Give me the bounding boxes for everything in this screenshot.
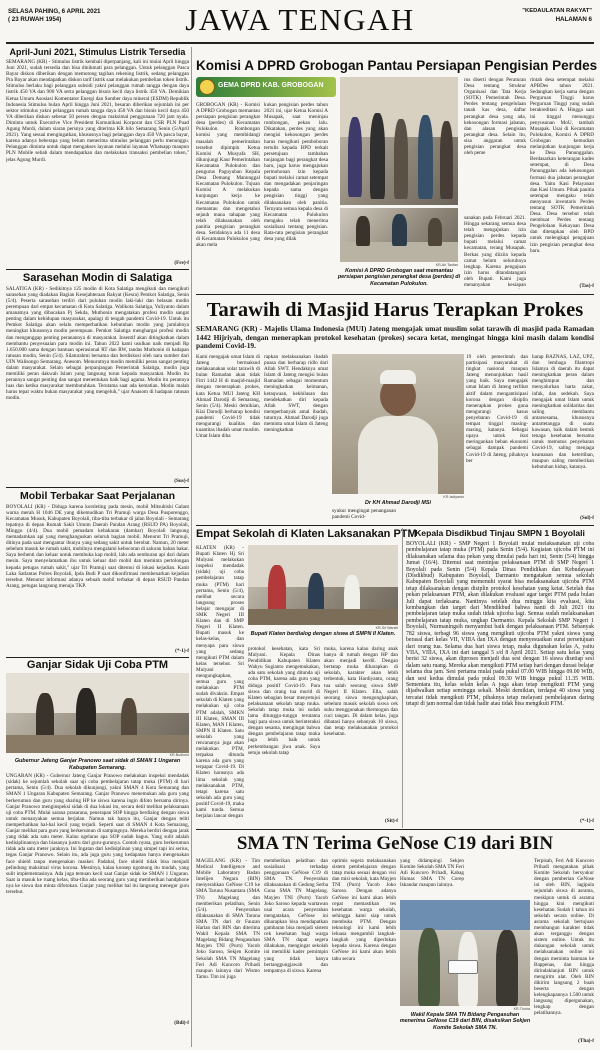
komisi-a-photo-2 (340, 208, 458, 262)
page-number: HALAMAN 6 (555, 16, 592, 23)
story-column-1: GROBOGAN (KR) - Komisi A DPRD Grobogan memantau persiapan pengisian perangkat desa (perdes) di Kecamatan Pulokulon. Rombongan komisi yang membidangi masalah pemerintahan tersebut dipimpin Ketua Komisi A Musyafa SH, dikunjungi Kaur Pemerintahan Kecamatan Pulokulon dan pengurus Paguyuban Kepala Desa Demang Manunggal Kecamatan Pulokulon. Tujuan Komisi A melakukan kunjungan kerja ke Kecamatan Pulokulon untuk memantau dan mengetahui sejauh mana tahapan yang telah dilaksanakan oleh panitia pengisian perangkat desa. Setidaknya ada 11 desa di Kecamatan Pulokulon yang akan mela (196, 102, 260, 249)
article-sign: (Sus)-f (174, 477, 189, 484)
story-column-2: kukan pengisian perdes tahun 2021 ini, ujar Ketua Komisi A Musapak, saat meninjau rombongan, pekan lalu. Dikatakan, perdes yang akan mengisi kekosongan perdes harus mengikuti pemboboran tertulis kepada BPD terkait persetujuan tambahan tunjangan bagi perangkat desa baru, juga harus mengajukan permohonan izin kepada bupati melalui camat setempat dan mengadakan penjaringan kepada sama dengan pengisian tinggi yang dilaksanakan oleh panitia. Ternyata semua kepala desa di Kecamatan Pulokulon mengaku telah menerima sosialisasi tentang pengisian. Rata-rata pengisian perangkat desa yang dilak (264, 102, 328, 243)
sma-tn-column-1: MAGELANG (KR) - Tim Medical Intelligence and Mobile Laboratory Badan Intelijen Negara (BIN) menyerahkan GeNose C19 ke SMA Taruna Nusantara (SMA TN) Magelang dan memberikan pelatihan, Senin (5/4). Penyerahan dilaksanakan di SMA Taruna SMA TN dari dr Fauzan Harlan dari BIN dan diterima Wakil Kepala SMA TN Magelang Bidang Pengasuhan Mayjen TNI (Purn) Yacob Joko Saroso, Sekjen Komite Sekolah SMA TN Magelang Feri Adi Kuncoro Prihadi maupun lainnya dari Wismo Tamu. Tim ini juga (196, 858, 260, 980)
photo-caption: Bupati Klaten berdialog dengan siswa di SMPN II Klaten. (250, 631, 396, 637)
article-body: SEMARANG (KR) - Stimulus listrik kembali diperpanjang, kali ini mulai April hingga Juni 2021, sudah tersedia dan bisa dinikmati para pelanggan. Untuk pelanggan Pasca Bayar diskon diberikan dengan memotong tagihan rekening listrik, sedang pelanggan Pra Bayar akan mendapatkan diskon tarif listrik saat melakukan pembelian token listrik. Stimulus berlaku bagi pelanggan subsidi yakni pelanggan rumah tangga dengan daya listrik 450 VA dan 900 VA serta pelanggan bisnis kecil daya listrik 450 VA. Demikian Ketua Umum Asosiasi Komentator Energi dan Sumber daya mineral (ESDM) Republik Indonesia Stimulus bulan April hingga Juni 2021, besaran diberikan sejumlah ini per sektor stimulus yakni pelanggan rumah tangga daya 450 VA dan bisnis kecil daya 450 VA diberikan diskon sebesar 50 persen dengan maksimal penggunaan 720 jam nyala. Diminta untuk Executive Vice President Komunikasi Korporat dan CSR PLN Puad Agung Murdi, dalam siaran persnya yang diterima KR bilo Semarang Senin (5/April 2021). Yang sesuai mengingatkan, khususnya bagi pelanggan daya 450 VA pasca bayar, karena adanya beberapa yang belum menerima stimulus pelanggan perlu menunggu. Pelanggan diminta untuk dapat mengakses layanan melalui layanan Whatsapp maupun PLN Mobile sebab dalam mendapatkan dan melakukan transaksi pembelian token," jelas Agung Murdi. (6, 59, 189, 163)
divider (196, 294, 594, 295)
tarawih-column-3: syukur mengingat penanganan pandemi Covid- (332, 508, 396, 521)
masthead-title: JAWA TENGAH (185, 2, 415, 37)
figure (496, 930, 518, 1006)
photo-caption: Wakil Kepala SMA TN Bidang Pengasuhan menerima GeNose C19 dari BIN, disaksikan Sekjen Komite Sekolah SMA TN. (399, 1012, 531, 1031)
genose-device (448, 960, 478, 974)
figure (392, 214, 407, 246)
banner-text: GEMA DPRD KAB. GROBOGAN (218, 82, 324, 89)
portrait-body (358, 416, 438, 494)
tarawih-column-2: rapkan melaksanakan ibadah puasa dan berharap ridlo dari Allah SWT. Hendaknya umat Islam di Jateng mengisi bulan Ramadan sebagai momentum meningkatkan keimanan, ketaqwaan, kekhilasan dan mendekatkan diri kepada Allah SWT, dengan memperbanyak amal ibadah, tuturnya. Ahmad Darodji juga meminta umat Islam di Jateng meningkatkan (264, 354, 328, 434)
article-title: April-Juni 2021, Stimulus Listrik Tersedia (9, 47, 186, 57)
story-column-3-text: sanakan pada Februari 2021. Hingga sekarang semua desa telah mengajukan izin pengisian perdes kepada bupati melalui camat kecamatan, terang Musapak. Berkas yang diiziin kepada camat belum seluruhnya lengkap. Karena pengajuan izin harus ditandatangani oleh Bupati. Kami juga menanyakan kesiapan (464, 215, 526, 289)
sma-tn-title: SMA TN Terima GeNose C19 dari BIN (236, 833, 554, 854)
figure (370, 113, 385, 199)
boyolali-title: Kepala Disdikbud Tinjau SMPN 1 Boyolali (415, 528, 585, 538)
classroom-wall (6, 673, 189, 713)
column-rule (191, 47, 192, 1047)
article-sign: (Tha)-f (578, 1038, 594, 1044)
genose-photo (400, 900, 530, 1006)
komisi-a-photo (340, 77, 458, 205)
article-title: Mobil Terbakar Saat Perjalanan (19, 489, 176, 502)
article-sign: (Sit)-f (385, 818, 398, 824)
ganjar-sidak-photo (6, 673, 189, 753)
tarawih-column-4: 19 oleh pemerintah dan partisipasi masyarakat di tingkat nasional maupun Jateng menunjukkan hasil yang baik. Saya mengajak umat Islam di Jateng terlibat aktif dalam mengantisipasi korona dengan disiplin menerapkan prokes guna mengurangi kasus penyebaran Covid-19 di tempat tinggal masing-masing, katanya. Sebagai upaya untuk ikut meringankan beban ekonomi sebagai dampak pandemi Covid-19 di Jateng, pihaknya ber (466, 354, 528, 464)
article-title: Ganjar Sidak Uji Coba PTM (26, 659, 169, 672)
photo-credit: KR-Ari Taufan (435, 263, 458, 267)
divider (6, 269, 189, 270)
article-body: UNGARAN (KR) - Gubernur Jateng Ganjar Pranowo melakukan inspeksi mendadak (sidak) ke sejumlah sekolah saat uji coba pembelajaran tatap muka (PTM) di hari pertama, Senin (5/4). Dua sekolah dikunjungi, yakni SMAN 4 Kota Semarang dan SMAN 1 Ungaran Kabupaten Semarang. Ganjar Pranowo menemukan ada guru yang berkerumun dan guru yang sharing HP ke siswa karena ingin difoto bersama dirinya. Ganjar Pranowo menginspeksi sidak di dua lokasi itu, secara detil melihat pelaksanaan uji coba PTM. Mulai sarana prasarana, penerapan SOP hingga berdialog dengan siswa untuk menanyakan semua berjalan. Namun tak hanya itu, Ganjar dengan teliti memperhatikan hal-hal kecil yang terjadi. Seperti saat di SMAN 4 Kota Semarang, Ganjar melihat para guru yang berkerumun di sampingnya. Mereka berdiri dengan jarak yang tidak ada satu meter. Kalau ngelaras apa SOP sudah bagus. Yang sulit adalah kedisiplinannya dan biasanya justru dari guru-gurunya. Contoh nyata, guru berkerumun tidak ada satu meter jaraknya. Ini Ingatan dari kedisiplinan yang simpel tapi ini serius, tegas Ganjar Pranowo. Selain itu, ada juga guru yang kedapatan hanya mengenakan face shield tanpa mengenakan masker. Padahal, face shield tidak bisa menjadi pelindung maksimal virus korona. Mestinya, kalau konsep ngomong itu mudah, yang sulit implementasinya. Ada juga temuan kecil saat Ganjar sidak ke SMAN 1 Ungaran. Saat ia masuk ke ruang kelas, tiba-tiba ada seorang guru yang memberikan handphone nya ke siswa dan minta difotokan. Ganjar yang melihat hal itu langsung menegur guru tersebut. (6, 773, 189, 895)
photo-credit: KR-Budiono (169, 753, 189, 758)
klaten-title: Empat Sekolah di Klaten Laksanakan PTM (196, 528, 417, 540)
gema-dprd-banner (196, 77, 336, 97)
sma-tn-column-4: yang didampingi Sekjen Komite Sekolah SMA TN Feri Adi Kuncoro Prihadi, Kabag Humas SMA TN Corep Iskandar maupun lainnya. (400, 858, 464, 889)
top-story-title: Komisi A DPRD Grobogan Pantau Persiapan Pengisian Perdes (196, 58, 598, 73)
desk (248, 609, 398, 625)
article-sign: (*-1)-f (175, 647, 189, 654)
dprd-emblem-icon (199, 79, 215, 95)
hijri-line: ( 23 RUWAH 1954) (8, 16, 62, 23)
sma-tn-column-2: memberikan pelatihan dan sosialisasi terhadap penggunaan GeNose C19 di SMA TN. Penyerahan dilaksanakan di Gedung Serba Guna SMA TN Magelang. Mayjen TNI (Purn) Yacob Joko Saroso kepada wartawan usai acara penyerahan mengatakan, GeNose ini diharapkan bisa mendapatkan gambaran bisa menjadi sistem cek kesehatan bagi warga SMA TN dapat segera dilakukan, mengingat sekolah ini memiliki kader pemimpin yang tidak hanya bertanggungjawab dan tempatnya di siswa. Karena (264, 858, 328, 974)
column-rule (402, 528, 403, 828)
photo-caption: Dr KH Ahmad Darodji MSi (365, 500, 431, 506)
story-column-4: rus diserti dengan Peraturan Desa tentang Struktur Organisasi dan Tata Kerja (SOTK) Pemerintah Desa. Perdes tentang pengelolaan tanah kas desa, daftar perangkat desa yang ada, kekosongan formasi jabatan, dan alasan pengisian perangkat desa. Selain itu, sisa anggaran untuk pengisian perangkat desa oleh peme (464, 77, 526, 157)
divider (196, 829, 594, 830)
photo-caption: Gubernur Jateng Ganjar Pranowo saat sidak di SMAN 1 Ungaran Kabupaten Semarang. (14, 758, 181, 771)
tarawih-column-1: Kami mengajak umat Islam di Jateng bermaksud melaksanakan solat tarawih di bulan Ramadan akan tidak Fitri 1442 H di masjid-masjid dengan menerapkan prokes, kata Ketua MUI Jateng KH Ahmad Darodji di Semarang, Senin (5/4). Meski demikian, Kiai Darodji berharap kondisi pandemi Covid-19 tidak mengurangi kualitas dan kuantitas ibadah umat muslim. Umat Islam diha (196, 354, 260, 440)
figure (418, 115, 433, 199)
desk (6, 735, 189, 753)
klaten-photo (248, 545, 398, 625)
klaten-column-1: KLATEN (KR) - Bupati Klaten Hj Sri Mulyani melakukan inspeksi mendadak (sidak) uji coba pembelajaran tatap muka (PTM) hari pertama, Senin (5/4), melihat secara langsung proses belajar mengajar di SMK Negeri III Klaten dan di SMP Negeri II Klaten. Bupati masuk ke kelas-kelas, dan menyapa para siswa yang sedang mengikuti PTM dalam kelas tersebut. Sri Mulyani mengungkapkan, semua guru yang melakukan PTM sudah divaksin. Empat sekolah di Klaten yang melakukan uji coba PTM adalah, SMKN III Klaten, SMAN III Klaten, MAN I Klaten, SMPN II Klaten. Satu sekolah yang rencananya juga akan melakukan PTM, terpaksa ditunda karena ada guru yang terpapar Covid-19. Di Klaten harusnya ada lima sekolah yang melaksanakan PTM, tetapi karena satu sekolah ada guru yang positif Covid-19, maka kami tunda. Semua berjalan lancar dengan (196, 545, 244, 820)
tarawih-column-5: harap BAZNAS, LAZ, UPZ, dan lembaga filantropi Islamya di daerah itu dapat meningkatkan peran dalam menghimpun dan menyalurkan harta zakat, infak, dan sedekah. Saya mengajak umat Islam untuk meningkatkan solidaritas dan saling membantu antarsesama, khususnya antartetangga di suatu kawasan, baik dalam bentuk tenaga kesehatan bersama untuk memutus penyebaran Covid-19, saling menjaga keamanan dan ketertiban, maupun saling memberikan kebutuhan hidup, katanya. (532, 354, 594, 470)
photo-credit: KR-Sri Warsiti (375, 626, 398, 630)
article-sign: (Bdi)-f (174, 1020, 189, 1027)
klaten-column-2: protokol kesehatan, kata Sri Mulyani. Kepala Dinas Pendidikan Kabupaten Klaten Wahyu Sugianto mengemukakan, ada satu sekolah yang ditunda uji coba PTM, karena ada guru yang diduga positif Covid-19. Para siswa dan orang tua murid di Klaten sebagian besar menyetujui pelaksanaan sekolah tatap muka. Sekolah tatap muka ini sudah lama ditunggu-tunggu terutama bagi para siswa untuk berinteraksi dengan sesama, mengingat bahwa dengan pembelajaran tatap muka juga lebih baik untuk perkembangan jiwa anak. Saya setuju sekolah tatap (248, 646, 320, 756)
figure (428, 218, 442, 246)
article-title: Sarasehan Modin di Salatiga (22, 271, 173, 284)
masthead-rule (6, 42, 594, 44)
figure (418, 928, 440, 1006)
portrait-cap (380, 370, 416, 384)
article-sign: (Sol)-f (580, 515, 594, 521)
masthead-motto: "KEDAULATAN RAKYAT" (522, 8, 592, 14)
article-sign: (*-1)-f (580, 818, 594, 824)
story-column-5: rintah desa setempat melalui APBDes tahun 2021. Sedangkan kerja sama dengan Perguruan Tinggi harus Perguruan Tinggi yang sudah berakreditasi A. Hingga saat ini tinggal menunggu penyusunan MoU, tambah Musapak. Usai di Kecamatan Pulokulon, Komisi A DPRD Grobogan kemudian melanjutkan kunjungan kerja ke Desa Panunggalan. Berdasarkan keterangan kades setempat, di Desa Panunggalan ada kekosongan formasi dua jabatan perangkat desa. Yaitu Kasi Pelayanan dan Kasi Umum. Pihak panitia setempat mengaku telah menyusun inventaris Perdes tentang SOTK Pemerintah Desa. Desa tersebut telah membuat Perdes tentang Pengelolaan Kekayaan Desa dan ditetapkan oleh BPD untuk melengkapi pengajuan izin pengisian perangkat desa baru. (530, 77, 594, 254)
article-sign: (Tas)-f (579, 283, 594, 289)
darodji-photo (332, 354, 464, 494)
left-column (6, 47, 189, 1047)
figure (394, 119, 408, 199)
photo-credit: KR-Thoha (513, 1007, 530, 1011)
photo-credit: KR-Isdiyanto (443, 495, 464, 499)
photo-caption: Komisi A DPRD Grobogan saat memantau persiapan pengisian perangkat desa (perdes) di Kecamatan Pulokulon. (337, 268, 461, 287)
figure (348, 117, 362, 197)
article-sign: (Fre)-f (174, 260, 189, 266)
klaten-column-3: muka, karena kalau daring anak hanya di rumah dengan HP dan akan menjadi kerdil. Dengan bertatap muka diharapkan di sekolah, karakter akan lebih terbentuk, kata Hardiyanto, orang tua salah seorang siswa SMP Negeri II Klaten. Ella, salah seorang siswa mengungkapkan, sebelum masuk sekolah siswa cek suhu menggunakan thermogun dan cuci tangan. Di dalam kelas, juga dibatasi hanya sebanyak 10 siswa, dan tetap melaksanakan protokol kesehatan. (324, 646, 398, 738)
banner-backdrop (400, 900, 530, 930)
article-body: SALATIGA (KR) - Sedikitnya 125 modin di Kota Salatiga mengikuti dan mengikuti sarasehan yang diadakan Bagian Kesejahteraan Rakyat (Kesra) Pemkot Salatiga, Senin (5/4). Peserta sarasehan terdiri dari puluhan modin laki-laki dan belasan modin perempuan dari empat kecamatan di Kota Salatiga. Walikota Salatiga, Yuliyanto dalam amanatnya yang dibacakan Pj Sekda, Muthonin mengatakan profesi modin sangat penting dalam kehidupan masyarakat, apalagi di tengah pandemi Covid-19. Untuk itu Pemkot Salatiga akan selalu memperhatikan kebutuhan modin yang jumlahnya meningkat khususnya modin perempuan. Pemkot Salatiga menghargai profesi modin dan menganggap penting peranannya di masyarakat. Insentif akan ditingkatkan dalam membantu penyesuaian para modin ini. Tahun 2022 kami usulkan naik menjadi Rp 1.650.000 sama dengan bantuan operasional RT dan RW, tandas Muthonin di hadapan ratusan modin, Senin (5/4). Silaturahmi bersama dan berdiskusi oleh nara sumber dari UIN Walisongo Semarang. Anesom. Menurutnya modin memiliki peran sangat penting dalam masyarakat. Selain sebagai perpanjangan Pemerintah Salatiga, modin juga memiliki peran dakwah Islam yang langsung turun kepada masyarakat. Modin itu perannya sangat penting dan sangat menentukan baik bagi agama. Modin itu perannya luas dan ketika masyarakat membutuhkan. Terutama saat ada kematian. Modin malah harus tepat waktu bukan masyarakat yang mengeluh," ujar Anasom di hadapan ratusan modin. (6, 285, 189, 402)
divider (196, 525, 594, 526)
figure (440, 121, 453, 199)
sma-tn-column-3: optimis segera melaksanakan sistem pembelajaran dengan tatap muka sesuai dengan visi dan misi sekolah, kata Mayjen TNI (Purn) Yacob Joko Saroso. Dengan adanya GeNose ini kami akan lebih cepat memastikan tes kesehatan warga sekolah, sehingga kami siap untuk membuka PTM. Dengan teknologi ini kami lebih leluasa mengambil langkah-langkah yang diperlukan kepada siswa. Karena dengan GeNose ini kami akan lebih tahu secara (332, 858, 396, 962)
date-line: SELASA PAHING, 6 APRIL 2021 (8, 8, 101, 15)
tarawih-title: Tarawih di Masjid Harus Terapkan Prokes (206, 299, 584, 321)
figure (356, 216, 370, 246)
divider (6, 657, 189, 658)
divider (6, 487, 189, 488)
boyolali-body: BOYOLALI (KR) - SMP Negeri 1 Boyolali mulai melaksanakan uji coba pembelajaran tatap muka (PTM) pada Senin (5/4). Kegiatan ujicoba PTM ini dilaksanakan selama dua pekan yang dimulai pada hari ini, Senin (5/4) hingga Jumat (16/4). Ditemui saat meninjau pelaksanaan PTM di SMP Negeri 1 Boyolali pada Senin (5/4) Kepala Dinas Pendidikan dan Kebudayaan (Disdikbud) Kabupaten Boyolali, Darmanto mengatakan semua sekolah Kabupaten Boyolali yang memenuhi syarat bisa melaksanakan ujicoba PTM tetap dilaksanakan dengan disiplin protokol kesehatan yang ketat. Setelah dua pekan pelaksanaan PTM, akan dilakukan evaluasi agar target PTM pada bulan Juli dapat terlaksana. Nantinya setelah dua minggu kita evaluasi, kita kembangkan dan target dari Mendikbud bahwa nanti di Juli 2021 itu pembelajaran tatap muka sudah tidak ujicoba lagi. Semua sudah melaksanakan pembelajaran tatap muka, ungkap Darmanto. Kepala Sekolah SMP Negeri 1 Boyolali, Nurmaningsih menyambut baik dengan pelaksanaan PTM. Sebanyak 782 siswa, terbagi 96 siswa yang mengikuti ujicoba PTM yakni siswa yang berasal dari kelas VII, VIIIA dan IXA dengan menyesuaikan surat persetujuan dari orang tua. Selama dua hari siswa tetap, maka digunakan kelas A, yaitu VIIA, VIIIA, IXA ini dari tanggal 5 s/d 8 April 2021. Setiap satu kelas yang berisi 32 siswa, akan diproses menjadi dua sesi dengan 16 siswa disetiap sesi dalam satu ruang. Mereka akan mengikuti PTM setiap hari dengan durasi belajar selama dua jam. Sesi pertama mulai pada pukul 07.00 WIB hingga 09.00 WIB, dan sesi kedua dimulai pada pukul 09.30 WIB hingga pukul 11.35 WIB. Sementara itu, kelas selain kelas A juga akan tetap mengikuti PTM yang dijadwalkan setiap seminggu sekali. Meski demikian, terdapat 40 siswa yang tercatat tidak mengikuti PTM, pihaknya tetap melayani pembelajaran daring tetapi di jam normal dan tidak hadir atau tidak bisa mengikuti PTM. (406, 541, 594, 708)
article-body: BOYOLALI (KR) - Diduga karena korsleting pada mesin, mobil Mitsubishi Galant warna merah H 1046 DE yang dikemudikan Tri Pramuji warga Desa Pusporenggo, Kecamatan Musuk, Kabupaten Boyolali, tiba-tiba terbakar di jalan Boyolali - Semarang tepatnya di depan Rumah Sakit Umum Daerah Pandan Arang (RSUD PA) Boyolali, Minggu (4/4). Dua mobil pemadam kebakaran (damkar) Boyolali langsung memadamkan api yang menghanguskan seluruh bagian mobil. Menurut Tri Pramuji, ditinya pada saat mengantar ibunya yang sedang sakit untuk berobat. Namun, 20 meter sebelum masuk ke rumah sakit, mobilnya mengalami kebocoran di saluran bahan bakar. Saya berhenti dan keluar untuk membuka kap mobil, lalu ada semburan api dari dalam mesin. Saya menyelamatkan ibu untuk keluar dari mobil dan meminta pertolongan kepada petugas rumah sakit," ujar Tri Pramuji saat ditemui di lokasi kejadian. Kanit Laka Satlantas Polres Boyolali, Ipda Budi P saat dikonfirmasi membenarkan kejadian tersebut. Menurut informasi adanya sebuah mobil terbakar di depan RSUD Pandan Arang, petugas langsung menuju TKP. (6, 503, 189, 589)
sma-tn-column-5: Terpisah, Feri Adi Kuncoro Prihadi mengatakan pihak Komite Sekolah bersyukur dengan pemberian GeNose ini oleh BIN, lagipula sejumlah siswa di asrama, meskipun untuk di asrama hingga kini mengikuti kesehatan. Sudah 1 tahun ini sekolah secara online. Di asrama sekolah bertujuan membangun karakter tidak akan terganggu dengan sistem online. Untuk itu dukungan sekolah untuk melaksanakan online ini dengan meminta bantuan ke Bappenas, dan hingga dirindaklanjuti BIN untuk mengirim alat. Oleh BIN dikirim langsung 2 buah beserta dengan kelengkapannya 1.500 untuk langsung dipergunakan, lengkap dengan pelatihannya. (534, 858, 594, 1017)
tarawih-lead: SEMARANG (KR) - Majelis Ulama Indonesia (MUI) Jateng mengajak umat muslim solat tarawih di masjid pada Ramadan 1442 Hijriyah, dengan menerapkan protokol kesehatan (prokes) secara ketat, mengingat hingga kini masih dalam kondisi pandemi Covid-19. (196, 325, 594, 351)
